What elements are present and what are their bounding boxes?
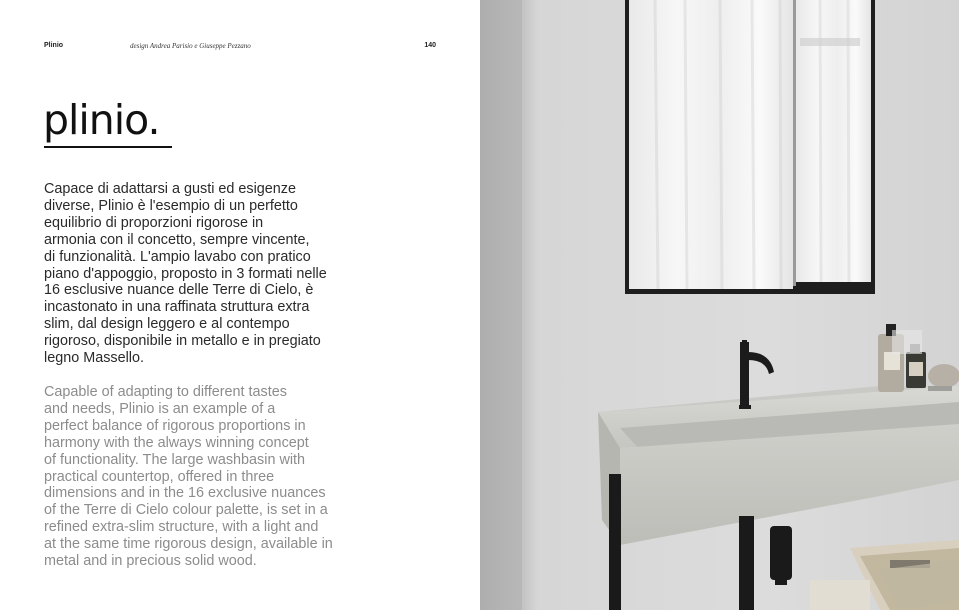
description-italian: Capace di adattarsi a gusti ed esigenze diverse, Plinio è l'esempio di un perfetto equilibrio di proporzioni rigorose in armonia con il concetto, sempre vincente, di funzionalità. L'ampio lavabo con pratico piano d'appoggio, proposto in 3 formati nelle 16 esclusive nuance delle Terre di Cielo, è incastonato in una raffinata struttura extra slim, dal design leggero e al contempo rigoroso, disponibile in metallo e in pregiato legno Massello.	[44, 181, 327, 367]
header-designers: design Andrea Parisio e Giuseppe Pezzano	[130, 42, 251, 50]
page-number: 140	[424, 42, 436, 49]
description-english: Capable of adapting to different tastes and needs, Plinio is an example of a perfect balance of rigorous proportions in harmony with the always winning concept of functionality. The large washbasin with practical countertop, offered in three dimensions and in the 16 exclusive nuances of the Terre di Cielo colour palette, is set in a refined extra-slim structure, with a light and at the same time rigorous design, available in metal and in precious solid wood.	[44, 384, 333, 570]
product-photo	[480, 0, 959, 610]
title-underline	[44, 146, 172, 148]
mirror-cabinet	[625, 0, 875, 294]
page-title: plinio.	[43, 96, 160, 144]
page-header	[44, 42, 436, 54]
header-product-name: Plinio	[44, 42, 64, 49]
